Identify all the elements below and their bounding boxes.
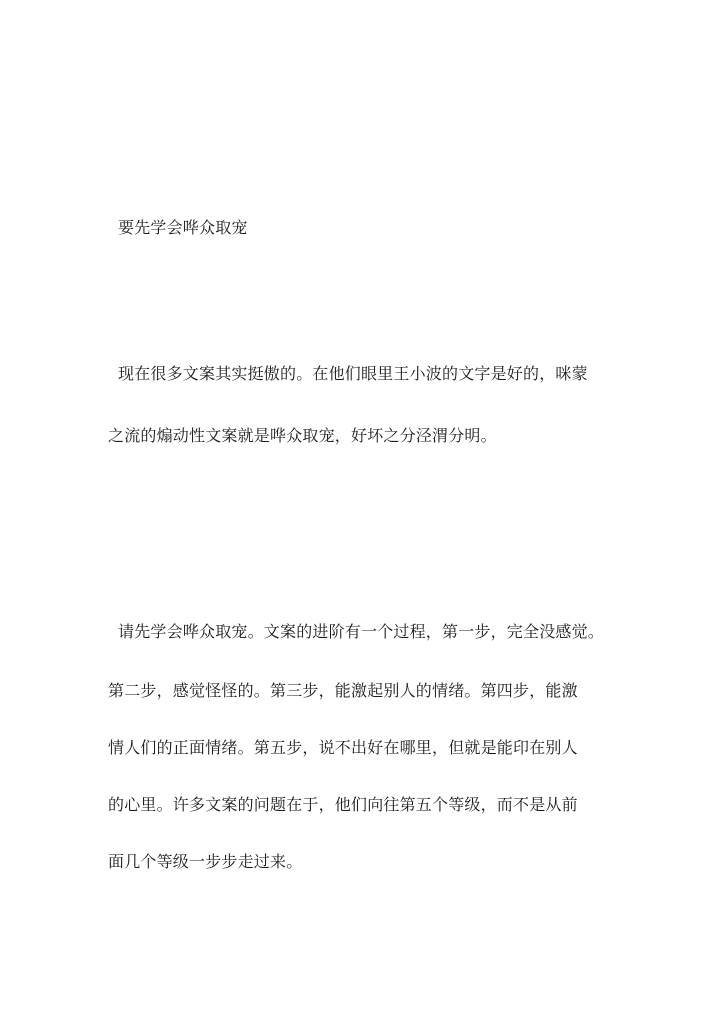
paragraph-2-line-5: 面几个等级一步步走过来。 <box>108 852 303 871</box>
paragraph-1-line-2: 之流的煽动性文案就是哗众取宠，好坏之分泾渭分明。 <box>108 426 497 445</box>
paragraph-2-line-4: 的心里。许多文案的问题在于，他们向往第五个等级，而不是从前 <box>108 795 578 814</box>
paragraph-2-line-3: 情人们的正面情绪。第五步，说不出好在哪里，但就是能印在别人 <box>108 738 578 757</box>
paragraph-1-line-1: 现在很多文案其实挺傲的。在他们眼里王小波的文字是好的，咪蒙 <box>118 364 588 383</box>
heading-text: 要先学会哗众取宠 <box>118 218 248 237</box>
paragraph-2-line-1: 请先学会哗众取宠。文案的进阶有一个过程，第一步，完全没感觉。 <box>118 622 605 641</box>
paragraph-2-line-2: 第二步，感觉怪怪的。第三步，能激起别人的情绪。第四步，能激 <box>108 681 578 700</box>
